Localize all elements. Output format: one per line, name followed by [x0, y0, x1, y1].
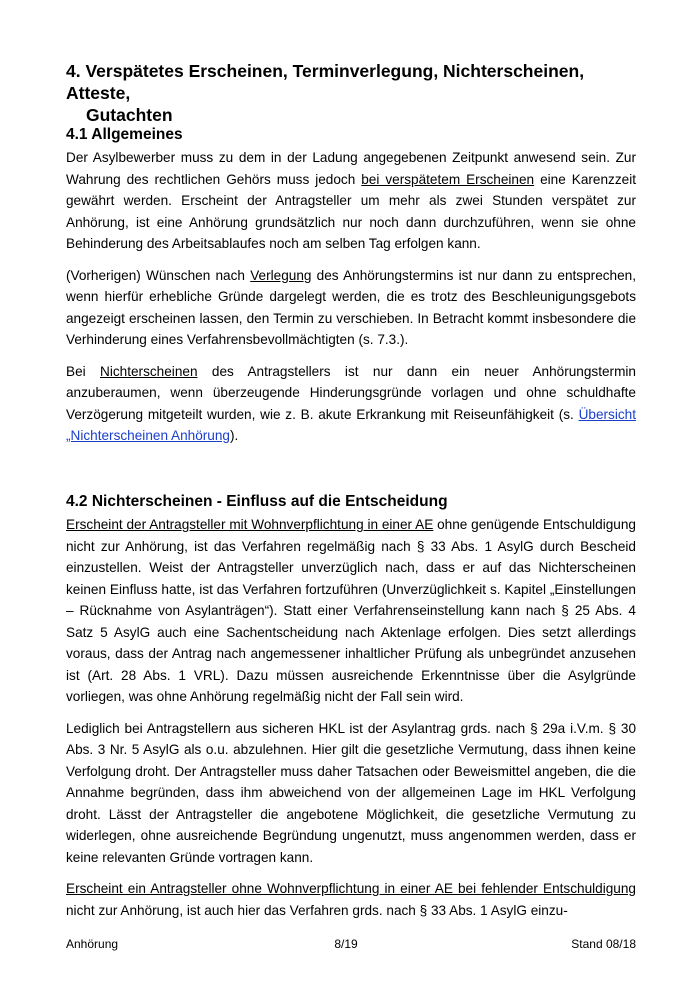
underlined-term: Nichterscheinen [100, 363, 198, 379]
section-4-1-paragraph-3 [66, 361, 636, 447]
underlined-term: bei verspätetem Erscheinen [361, 171, 535, 187]
text-span: ohne genügende Entschuldigung nicht zur Anhörung, ist das Verfahren regelmäßig nach § 33 Abs. 1 AsylG durch Bescheid einzustellen. Weist der Antragsteller unverzüglich nach, dass er auf das Nichterscheinen keinen Einfluss hatte, ist das Verfahren fortzuführen (Unverzüglichkeit s. Kapitel „Einstellungen – Rücknahme von Asylanträgen“). Statt einer Verfahrenseinstellung kann nach § 25 Abs. 4 Satz 5 AsylG auch eine Sachentscheidung nach Aktenlage erfolgen. Dies setzt allerdings voraus, dass der Antrag nach angemessener inhaltlicher Prüfung als unbegründet anzusehen ist (Art. 28 Abs. 1 VRL). Dazu müssen ausreichende Erkenntnisse über die Asylgründe vorliegen, was ohne Anhörung regelmäßig nicht der Fall sein wird. [66, 517, 636, 704]
overview-link[interactable]: Übersicht „Nichterscheinen Anhörung [66, 406, 636, 443]
chapter-heading-line2: Gutachten [86, 105, 173, 125]
section-4-1-paragraph-1 [66, 147, 636, 255]
text-span: nicht zur Anhörung, ist auch hier das Verfahren grds. nach § 33 Abs. 1 AsylG einzu- [66, 902, 568, 918]
section-4-1-paragraph-2 [66, 265, 636, 351]
footer-right: Stand 08/18 [571, 937, 636, 951]
text-span: Bei [66, 363, 101, 379]
chapter-heading [66, 60, 636, 126]
section-4-2 [66, 492, 636, 921]
text-span: eine Karenzzeit gewährt werden. Erscheint der Antragsteller um mehr als zwei Stunden verspätet zur Anhörung, ist eine Anhörung grundsätzlich nur noch dann durchzuführen, wenn sie ohne Behinderung des Arbeitsablaufes noch am selben Tag erfolgen kann. [66, 171, 636, 251]
chapter-heading-line1: 4. Verspätetes Erscheinen, Terminverlegung, Nichterscheinen, Atteste, [66, 61, 585, 103]
text-span: ). [229, 428, 239, 443]
underlined-term: Verlegung [250, 267, 312, 283]
text-span: des Antragstellers ist nur dann ein neuer Anhörungstermin anzuberaumen, wenn überzeugende Hinderungsgründe vorlagen und ohne schuldhafte Verzögerung mitgeteilt wurden, wie z. B. akute Erkrankung mit Reiseunfähigkeit (s. [66, 363, 636, 422]
section-4-1-title: 4.1 Allgemeines [66, 126, 183, 143]
underlined-term: Erscheint ein Antragsteller ohne Wohnverpflichtung in einer AE bei fehlender Entschuldigung [66, 881, 636, 896]
section-4-2-paragraph-3 [66, 878, 636, 921]
section-4-2-paragraph-2: Lediglich bei Antragstellern aus sicheren HKL ist der Asylantrag grds. nach § 29a i.V.m. § 30 Abs. 3 Nr. 5 AsylG als o.u. abzulehnen. Hier gilt die gesetzliche Vermutung, dass ihnen keine Verfolgung droht. Der Antragsteller muss daher Tatsachen oder Beweismittel angeben, die die Annahme begründen, dass ihm abweichend von der allgemeinen Lage im HKL Verfolgung droht. Lässt der Antragsteller die angebotene Möglichkeit, die gesetzliche Vermutung zu widerlegen, ohne ausreichende Begründung ungenutzt, muss angenommen werden, dass er keine relevanten Gründe vortragen kann. [66, 720, 636, 865]
section-4-2-title: 4.2 Nichterscheinen - Einfluss auf die Entscheidung [66, 493, 448, 510]
section-4-2-paragraph-1 [66, 514, 636, 708]
text-span: Der Asylbewerber muss zu dem in der Ladung angegebenen Zeitpunkt anwesend sein. Zur Wahrung des rechtlichen Gehörs muss jedoch [66, 150, 636, 187]
page-number: 8/19 [334, 937, 358, 951]
underlined-term: Erscheint der Antragsteller mit Wohnverpflichtung in einer AE [66, 517, 434, 532]
section-4-1 [66, 125, 636, 447]
footer-left: Anhörung [66, 937, 119, 951]
text-span: (Vorherigen) Wünschen nach [66, 267, 251, 283]
text-span: des Anhörungstermins ist nur dann zu entsprechen, wenn hierfür erhebliche Gründe dargelegt werden, die es trotz des Beschleunigungsgebots angezeigt erscheinen lassen, den Termin zu verschieben. In Betracht kommt insbesondere die Verhinderung eines Verfahrensbevollmächtigten (s. 7.3.). [66, 267, 637, 347]
